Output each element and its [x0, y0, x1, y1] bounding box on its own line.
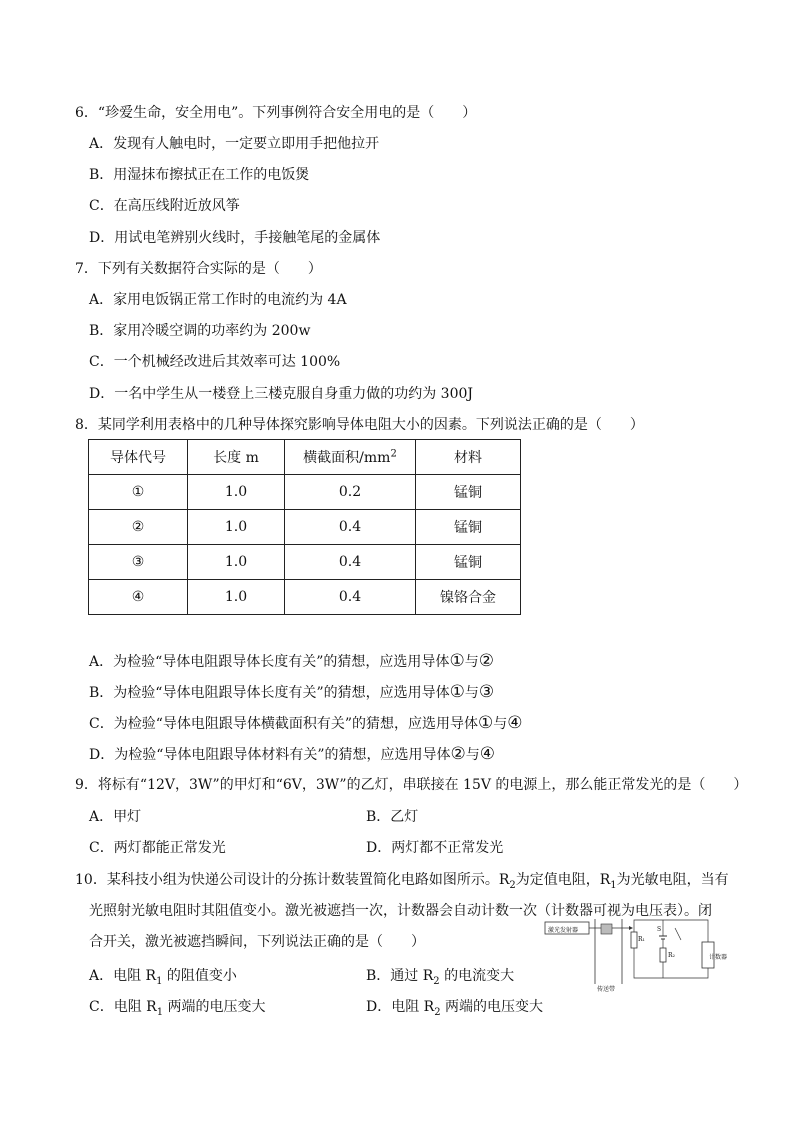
conductor-table	[88, 439, 521, 615]
q10-option-c: C．电阻 $R_1$ 两端的电压变大	[89, 999, 266, 1018]
q8-option-b: B．为检验“导体电阻跟导体长度有关”的猜想，应选用导体①与③	[89, 682, 495, 702]
q8-option-c: C．为检验“导体电阻跟导体横截面积有关”的猜想，应选用导体①与④	[89, 713, 523, 733]
q8-option-d: D．为检验“导体电阻跟导体材料有关”的猜想，应选用导体②与④	[89, 744, 496, 764]
table-header: 长度 m	[188, 440, 285, 475]
r1-resistor	[631, 932, 637, 948]
laser-label: 激光发射器	[548, 927, 579, 934]
table-row	[89, 475, 521, 510]
table-row	[89, 545, 521, 580]
laser-arrow	[629, 926, 633, 930]
q10-stem-line3: 合开关，激光被遮挡瞬间，下列说法正确的是（ ）	[89, 934, 425, 950]
q10-option-d: D．电阻 $R_2$ 两端的电压变大	[366, 999, 544, 1018]
table-header: 材料	[416, 440, 521, 475]
package-box	[601, 924, 612, 934]
r2-label: R₂	[668, 952, 675, 959]
table-row	[89, 510, 521, 545]
q8-option-a: A．为检验“导体电阻跟导体长度有关”的猜想，应选用导体①与②	[89, 651, 494, 671]
q7-option-c: C．一个机械经改进后其效率可达 100%	[89, 354, 341, 370]
table-cell: 0.4	[285, 510, 416, 545]
table-cell: 镍铬合金	[416, 580, 521, 615]
table-cell: ①	[89, 475, 188, 510]
q10-option-b: B．通过 $R_2$ 的电流变大	[366, 968, 515, 987]
q9-option-a: A．甲灯	[89, 809, 142, 825]
r1-label: R₁	[638, 936, 645, 943]
table-cell: ④	[89, 580, 188, 615]
belt-label: 传送带	[597, 986, 616, 993]
table-cell: 0.4	[285, 580, 416, 615]
q7-option-d: D．一名中学生从一楼登上三楼克服自身重力做的功约为 300J	[89, 386, 474, 402]
table-cell: ③	[89, 545, 188, 580]
circuit-wire-top	[634, 920, 708, 942]
q9-stem: 9．将标有“12V，3W”的甲灯和“6V，3W”的乙灯，串联接在 15V 的电源上，那么能正常发光的是（ ）	[75, 777, 748, 793]
table-cell: 1.0	[188, 475, 285, 510]
table-cell: ②	[89, 510, 188, 545]
q10-option-a: A．电阻 $R_1$ 的阻值变小	[89, 968, 237, 987]
switch-label: S	[657, 926, 662, 933]
table-cell: 1.0	[188, 580, 285, 615]
q9-option-d: D．两灯都不正常发光	[366, 840, 504, 856]
table-header-row	[89, 440, 521, 475]
circuit-diagram	[543, 914, 728, 994]
table-cell: 锰铜	[416, 510, 521, 545]
table-header: 横截面积$/mm^2$	[285, 440, 416, 475]
table-cell: 1.0	[188, 545, 285, 580]
q6-stem: 6．“珍爱生命，安全用电”。下列事例符合安全用电的是（ ）	[75, 105, 477, 121]
table-cell: 锰铜	[416, 475, 521, 510]
q10-stem-line1: 10．某科技小组为快递公司设计的分拣计数装置简化电路如图所示。$R_2$为定值电阻，$R_1$为光敏电阻，当有	[75, 872, 729, 891]
q6-option-a: A．发现有人触电时，一定要立即用手把他拉开	[89, 136, 380, 152]
table-cell: 锰铜	[416, 545, 521, 580]
table-cell: 1.0	[188, 510, 285, 545]
r2-resistor	[660, 948, 666, 962]
q6-option-d: D．用试电笔辨别火线时，手接触笔尾的金属体	[89, 230, 381, 246]
q9-option-c: C．两灯都能正常发光	[89, 840, 226, 856]
q9-option-b: B．乙灯	[366, 809, 419, 825]
q6-option-c: C．在高压线附近放风筝	[89, 198, 240, 214]
counter-label: 计数器	[709, 954, 728, 961]
q7-option-a: A．家用电饭锅正常工作时的电流约为 4A	[89, 292, 347, 308]
q7-option-b: B．家用冷暖空调的功率约为 200w	[89, 323, 311, 339]
q8-stem: 8．某同学利用表格中的几种导体探究影响导体电阻大小的因素。下列说法正确的是（ ）	[75, 417, 644, 433]
table-header: 导体代号	[89, 440, 188, 475]
q10-stem-line2: 光照射光敏电阻时其阻值变小。激光被遮挡一次，计数器会自动计数一次（计数器可视为电压表）。闭	[89, 903, 712, 919]
switch-lever	[675, 928, 681, 940]
superscript: 2	[390, 448, 397, 460]
table-cell: 0.4	[285, 545, 416, 580]
table-cell: 0.2	[285, 475, 416, 510]
q7-stem: 7．下列有关数据符合实际的是（ ）	[75, 261, 322, 277]
table-row	[89, 580, 521, 615]
q6-option-b: B．用湿抹布擦拭正在工作的电饭煲	[89, 167, 310, 183]
